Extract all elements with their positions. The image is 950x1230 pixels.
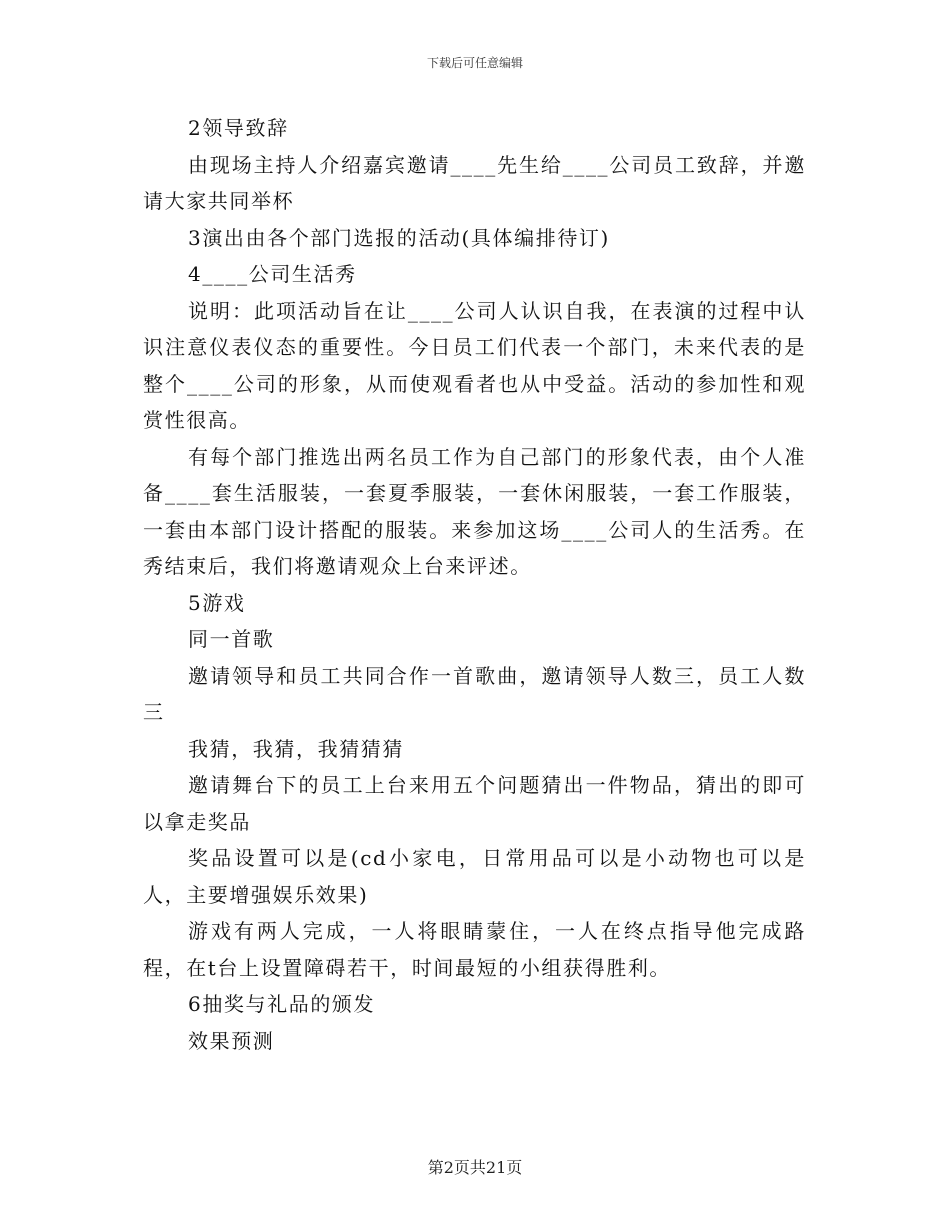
heading-effect: 效果预测 bbox=[188, 1028, 275, 1053]
page-header: 下载后可任意编辑 bbox=[426, 56, 523, 70]
heading-leader-speech: 2领导致辞 bbox=[188, 116, 289, 140]
paragraph: 奖品设置可以是(cd小家电，日常用品可以是小动物也可以是人，主要增强娱乐效果) bbox=[143, 846, 806, 907]
page-footer: 第2页共21页 bbox=[427, 1158, 523, 1177]
heading-games: 5游戏 bbox=[188, 590, 246, 615]
heading-life-show: 4____公司生活秀 bbox=[188, 262, 357, 286]
document-body bbox=[143, 110, 806, 1059]
subheading-guess: 我猜，我猜，我猜猜猜 bbox=[188, 736, 404, 761]
paragraph: 邀请舞台下的员工上台来用五个问题猜出一件物品，猜出的即可以拿走奖品 bbox=[143, 773, 806, 834]
heading-lottery: 6抽奖与礼品的颁发 bbox=[188, 992, 376, 1016]
subheading-same-song: 同一首歌 bbox=[188, 627, 275, 651]
paragraph: 有每个部门推选出两名员工作为自己部门的形象代表，由个人准备____套生活服装，一套夏季服装，一套休闲服装，一套工作服装，一套由本部门设计搭配的服装。来参加这场____公司人的生活秀。在秀结束后，我们将邀请观众上台来评述。 bbox=[143, 444, 806, 578]
paragraph: 由现场主持人介绍嘉宾邀请____先生给____公司员工致辞，并邀请大家共同举杯 bbox=[143, 152, 806, 213]
paragraph: 游戏有两人完成，一人将眼睛蒙住，一人在终点指导他完成路程，在t台上设置障碍若干，时间最短的小组获得胜利。 bbox=[143, 919, 806, 980]
paragraph: 邀请领导和员工共同合作一首歌曲，邀请领导人数三，员工人数三 bbox=[143, 663, 806, 724]
heading-performance: 3演出由各个部门选报的活动(具体编排待订) bbox=[188, 225, 610, 250]
paragraph: 说明：此项活动旨在让____公司人认识自我，在表演的过程中认识注意仪表仪态的重要性。今日员工们代表一个部门，未来代表的是整个____公司的形象，从而使观看者也从中受益。活动的参加性和观赏性很高。 bbox=[143, 298, 806, 432]
